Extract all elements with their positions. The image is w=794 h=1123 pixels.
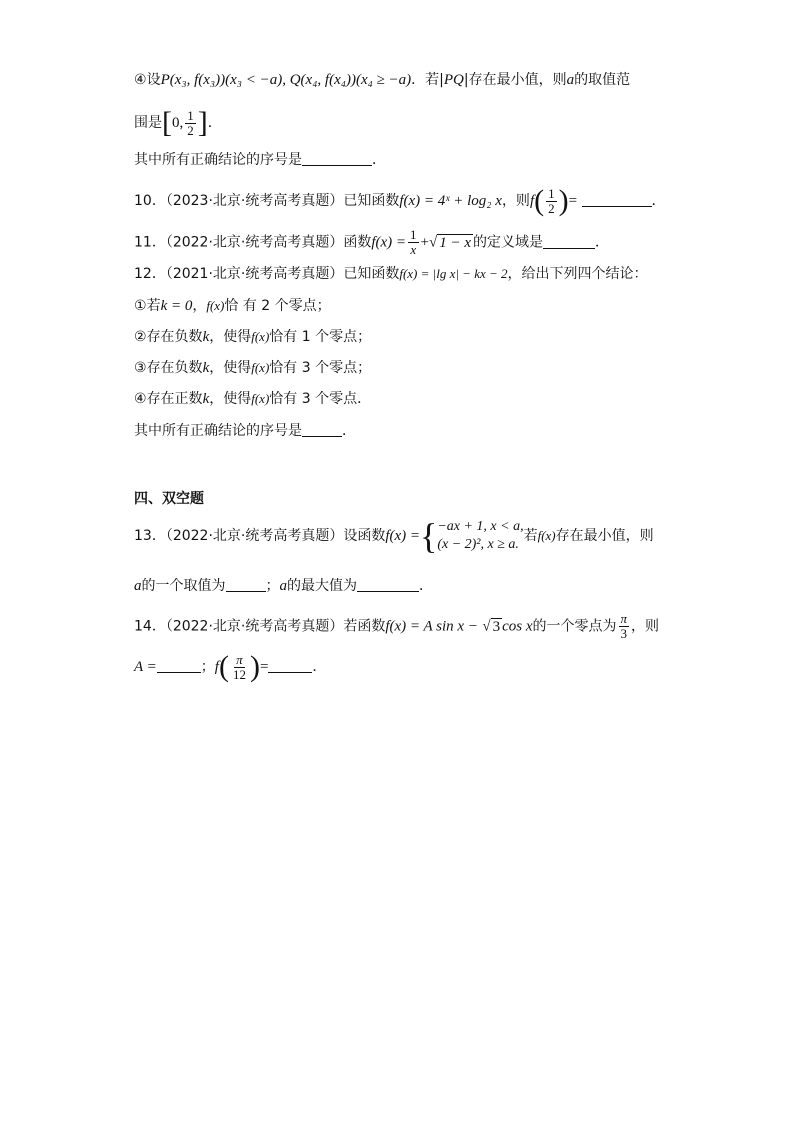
q9-item4-line1 <box>134 70 630 90</box>
q13-label: 13．（2022·北京·统考高考真题）设函数 <box>134 528 386 544</box>
q10-open-paren: ( <box>534 184 545 217</box>
q9-range-open-bracket: [ <box>162 106 172 139</box>
q9-prompt-line <box>134 150 386 170</box>
q13-line <box>134 514 654 558</box>
q13-fx2: f(x) <box>537 528 556 543</box>
q14-line2-fraction <box>231 653 248 682</box>
q13-line2-a: a <box>134 578 142 594</box>
q12-prompt-end: ． <box>342 423 356 439</box>
q13-line2-sep: ； <box>265 578 280 594</box>
q14-num: π <box>620 611 628 626</box>
q13-line2-text1: 的一个取值为 <box>141 578 226 594</box>
section-4-title: 四、双空题 <box>134 491 204 507</box>
q9-range-num: 1 <box>187 107 194 123</box>
q14-close-paren: ) <box>249 650 260 683</box>
q11-answer-blank[interactable] <box>543 234 595 249</box>
q12-item-3-math: k <box>202 360 210 376</box>
q10-num: 1 <box>548 185 555 201</box>
q14-fraction <box>619 612 630 641</box>
q14-answer-blank-1[interactable] <box>157 658 201 673</box>
q11-sqrt: 1 − x <box>439 234 472 251</box>
q12-item-4-pre: 存在正数 <box>146 391 203 407</box>
q12-item-4 <box>134 389 371 409</box>
q12-item-1 <box>134 296 331 316</box>
q9-range-left: 0, <box>172 115 184 131</box>
q14-formula-post: cos x <box>502 618 533 635</box>
q13-case-2: (x − 2)², x ≥ a. <box>437 537 519 552</box>
q14-line <box>134 612 659 641</box>
q12-item-3-fx: f(x) <box>251 360 270 375</box>
q14-post: 的一个零点为 <box>532 618 617 635</box>
q9-item4-a: a <box>566 72 575 88</box>
q9-answer-blank[interactable] <box>302 151 372 166</box>
q12-item-2-fx: f(x) <box>251 329 270 344</box>
q9-item4-PQ-def: P(x₃, f(x₃))(x₃ < −a), Q(x₄, f(x₄))(x₄ ≥ −a) <box>160 72 412 88</box>
q11-den: x <box>410 242 417 257</box>
q13-post2: 存在最小值，则 <box>555 528 654 544</box>
q12-item-2-mid: ，使得 <box>209 329 252 345</box>
q9-item4-PQ: PQ <box>443 72 464 88</box>
q11-label: 11．（2022·北京·统考高考真题）函数 <box>134 234 372 251</box>
q9-prompt: 其中所有正确结论的序号是 <box>134 152 302 168</box>
q10-label: 10．（2023·北京·统考高考真题）已知函数 <box>134 193 400 209</box>
q13-answer-blank-2[interactable] <box>357 577 419 592</box>
q9-item4-number: ④ <box>134 72 147 88</box>
q13-line2-a2: a <box>279 578 287 594</box>
q10-end: ． <box>651 193 666 209</box>
q12-item-3-number: ③ <box>134 360 147 376</box>
q10-answer-blank[interactable] <box>582 192 652 207</box>
q13-fx: f(x) = <box>385 528 421 544</box>
q12-item-1-mid: ， <box>192 298 207 314</box>
q13-line2 <box>134 576 433 596</box>
q12-item-3-mid: ，使得 <box>209 360 252 376</box>
q13-case-1: −ax + 1, x < a, <box>437 519 524 534</box>
q12-item-3-text: 恰有 3 个零点； <box>269 360 372 376</box>
q11-fraction <box>408 228 419 257</box>
q12-line <box>134 264 648 284</box>
q12-answer-blank[interactable] <box>302 422 342 437</box>
q9-range-fraction <box>185 109 196 138</box>
q9-range-end: ． <box>207 115 222 131</box>
q14-line2 <box>134 652 326 682</box>
q14-end: ． <box>312 659 327 675</box>
q14-open-paren: ( <box>218 650 229 683</box>
q12-item-1-math: k = 0 <box>160 298 193 314</box>
q11-num: 1 <box>410 227 417 242</box>
q12-item-1-fx: f(x) <box>206 298 225 313</box>
q14-line2-den: 12 <box>232 666 246 682</box>
q9-range-den: 2 <box>187 122 194 138</box>
q12-prompt-line <box>134 421 356 441</box>
q12-item-4-text: 恰有 3 个零点． <box>269 391 372 407</box>
q12-item-2-math: k <box>202 329 210 345</box>
q14-sqrt: 3 <box>492 618 501 635</box>
q9-range-close-bracket: ] <box>197 106 208 139</box>
q9-item4-post: |存在最小值，则 <box>463 72 567 88</box>
q13-brace: { <box>420 516 438 556</box>
q10-eq: = <box>568 193 578 209</box>
q14-sqrt-sign: √ <box>482 618 491 635</box>
q12-post: ，给出下列四个结论： <box>507 266 648 282</box>
q12-item-1-text: 恰 有 2 个零点； <box>224 298 331 314</box>
q12-item-2 <box>134 327 371 347</box>
q14-line2-sep: ； <box>200 659 215 675</box>
q14-line2-eq: = <box>259 659 269 675</box>
q14-line2-A: A = <box>134 659 157 675</box>
q12-item-2-text: 恰有 1 个零点； <box>269 329 372 345</box>
q12-item-3 <box>134 358 371 378</box>
q12-item-2-pre: 存在负数 <box>146 329 203 345</box>
q10-den: 2 <box>548 200 555 216</box>
q11-post: 的定义域是 <box>473 234 544 251</box>
q13-line2-text2: 的最大值为 <box>287 578 357 594</box>
q12-item-1-number: ① <box>134 298 147 314</box>
q10-mid: ，则 <box>501 193 530 209</box>
q14-label: 14．（2022·北京·统考高考真题）若函数 <box>134 618 386 635</box>
q11-sqrt-sign: √ <box>429 234 438 251</box>
q12-item-4-fx: f(x) <box>251 391 270 406</box>
q9-item4-line2 <box>134 108 222 138</box>
q13-piecewise <box>437 518 523 554</box>
q14-den: 3 <box>620 626 628 641</box>
q12-item-3-pre: 存在负数 <box>146 360 203 376</box>
q12-item-4-math: k <box>202 391 210 407</box>
q14-line2-num: π <box>236 651 243 667</box>
q9-item4-pre: 设 <box>146 72 161 88</box>
q9-item4-mid: ．若| <box>411 72 444 88</box>
q14-formula-pre: f(x) = A sin x − <box>385 618 478 635</box>
q12-label: 12．（2021·北京·统考高考真题）已知函数 <box>134 266 400 282</box>
q10-fraction <box>546 187 557 216</box>
q11-fx: f(x) = <box>371 234 407 251</box>
q12-item-2-number: ② <box>134 329 147 345</box>
q10-formula: f(x) = 4ˣ + log₂ x <box>399 193 502 209</box>
q13-end: ． <box>419 578 433 594</box>
q10-f: f <box>529 193 535 209</box>
q13-answer-blank-1[interactable] <box>226 577 266 592</box>
q11-end: ． <box>595 234 610 251</box>
q11-plus: + <box>420 234 429 251</box>
q12-item-4-mid: ，使得 <box>209 391 252 407</box>
q11-line <box>134 228 609 257</box>
q12-formula: f(x) = |lg x| − kx − 2 <box>399 266 508 281</box>
q9-prompt-end: ． <box>372 152 386 168</box>
q12-prompt: 其中所有正确结论的序号是 <box>134 423 302 439</box>
q14-line2-f: f <box>214 659 219 675</box>
q14-tail: ，则 <box>631 618 660 635</box>
q9-item4-line2-pre: 围是 <box>134 115 162 131</box>
q13-post: 若 <box>523 528 538 544</box>
q9-item4-tail: 的取值范 <box>574 72 631 88</box>
q10-line <box>134 186 666 216</box>
q12-item-1-pre: 若 <box>146 298 161 314</box>
q12-item-4-number: ④ <box>134 391 147 407</box>
q10-close-paren: ) <box>558 184 569 217</box>
q14-answer-blank-2[interactable] <box>268 658 312 673</box>
